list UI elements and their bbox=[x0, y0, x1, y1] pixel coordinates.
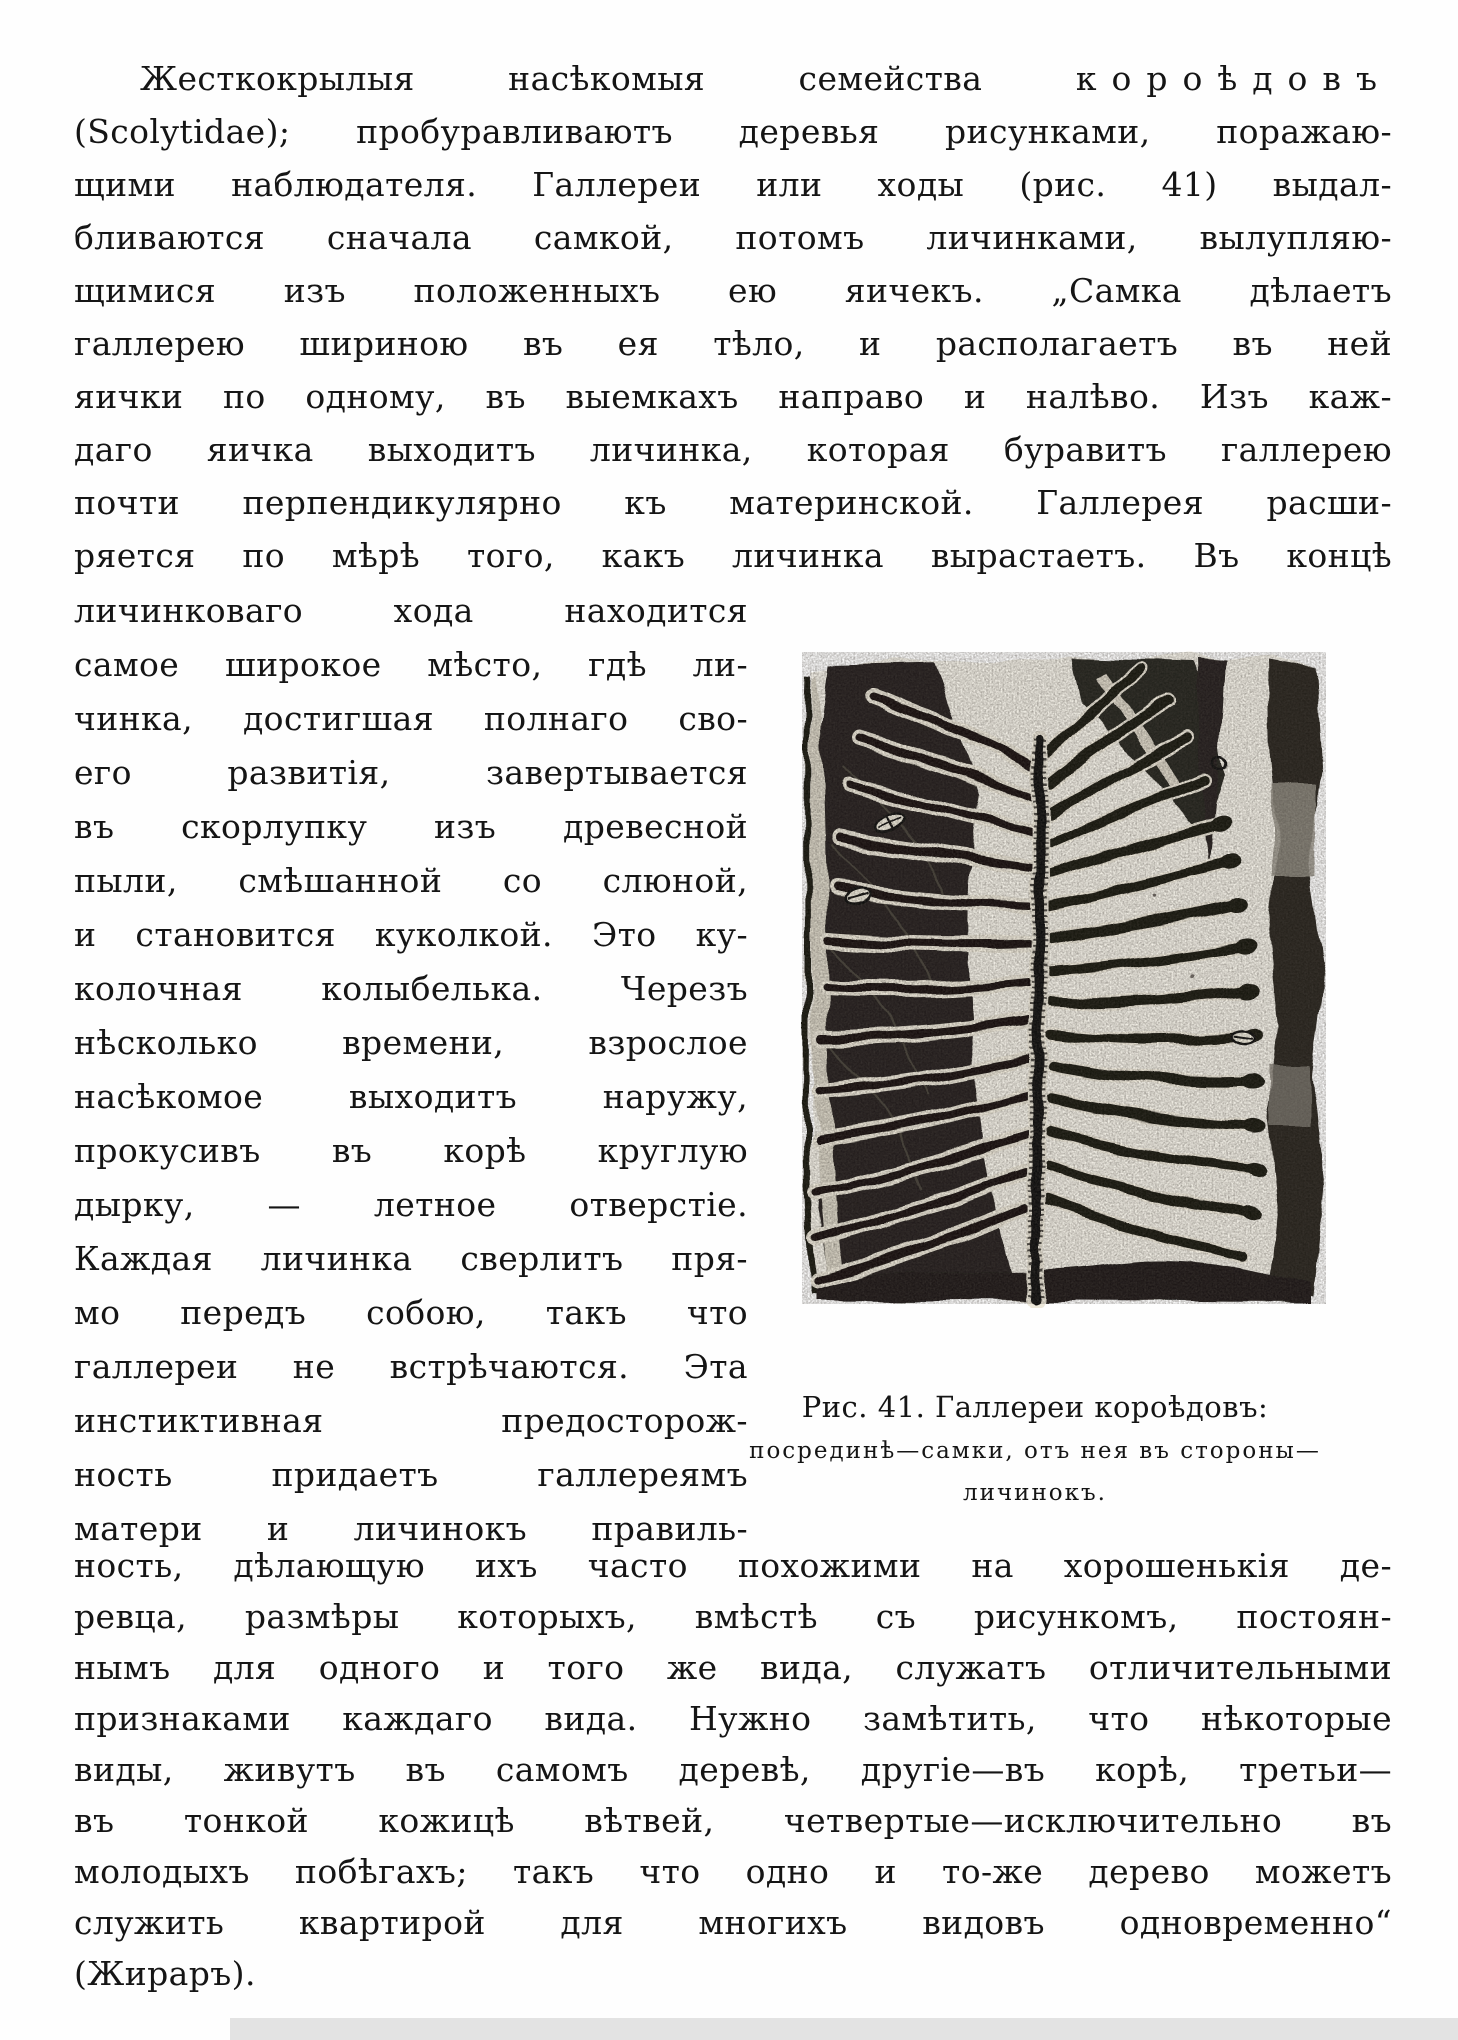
text-line: пыли, смѣшанной со слюной, bbox=[74, 861, 748, 900]
text-line: даго яичка выходитъ личинка, которая буравитъ галлерею bbox=[74, 430, 1392, 469]
text-line: нѣсколько времени, взрослое bbox=[74, 1023, 748, 1062]
text-line: нымъ для одного и того же вида, служатъ отличительными bbox=[74, 1648, 1392, 1687]
emphasized-word: короѣдовъ bbox=[1075, 59, 1392, 98]
text-line: матери и личинокъ правиль- bbox=[74, 1509, 748, 1548]
bark-beetle-galleries-illustration bbox=[772, 646, 1332, 1308]
text-line: личинковаго хода находится bbox=[74, 591, 748, 630]
figure-caption-line2: посрединѣ—самки, отъ нея въ стороны— bbox=[749, 1438, 1321, 1464]
text-line: почти перпендикулярно къ материнской. Галлерея расши- bbox=[74, 483, 1392, 522]
text-line: колочная колыбелька. Черезъ bbox=[74, 969, 748, 1008]
text-line: чинка, достигшая полнаго сво- bbox=[74, 699, 748, 738]
scan-artifact-strip bbox=[230, 2018, 1458, 2040]
text-line: и становится куколкой. Это ку- bbox=[74, 915, 748, 954]
closing-paragraph bbox=[74, 1540, 1392, 1999]
text-line: признаками каждаго вида. Нужно замѣтить, что нѣкоторые bbox=[74, 1699, 1392, 1738]
text-line: яички по одному, въ выемкахъ направо и налѣво. Изъ каж- bbox=[74, 377, 1392, 416]
text-line: самое широкое мѣсто, гдѣ ли- bbox=[74, 645, 748, 684]
text-line: галлереи не встрѣчаются. Эта bbox=[74, 1347, 748, 1386]
text-line: бливаются сначала самкой, потомъ личинками, вылупляю- bbox=[74, 218, 1392, 257]
figure-caption bbox=[690, 1384, 1380, 1514]
text-line: инстиктивная предосторож- bbox=[74, 1401, 748, 1440]
text-line: (Жираръ). bbox=[74, 1954, 256, 1993]
text-line: щимися изъ положенныхъ ею яичекъ. „Самка дѣлаетъ bbox=[74, 271, 1392, 310]
text-line: молодыхъ побѣгахъ; такъ что одно и то-же дерево можетъ bbox=[74, 1852, 1392, 1891]
text-line: ность, дѣлающую ихъ часто похожими на хорошенькія де- bbox=[74, 1546, 1392, 1585]
text-line: Каждая личинка сверлитъ пря- bbox=[74, 1239, 748, 1278]
text-line: (Scolytidae); пробуравливаютъ деревья рисунками, поражаю- bbox=[74, 112, 1392, 151]
text-line: въ скорлупку изъ древесной bbox=[74, 807, 748, 846]
text-line: галлерею шириною въ ея тѣло, и располагаетъ въ ней bbox=[74, 324, 1392, 363]
figure-caption-title: Рис. 41. Галлереи короѣдовъ: bbox=[801, 1390, 1269, 1424]
left-column-paragraph bbox=[74, 584, 748, 1556]
text-line: дырку, — летное отверстіе. bbox=[74, 1185, 748, 1224]
text-line: виды, живутъ въ самомъ деревѣ, другіе—въ корѣ, третьи— bbox=[74, 1750, 1392, 1789]
text-line: прокусивъ въ корѣ круглую bbox=[74, 1131, 748, 1170]
engraving-grain-texture bbox=[802, 652, 1326, 1304]
text-line: ность придаетъ галлереямъ bbox=[74, 1455, 748, 1494]
figure-41 bbox=[772, 646, 1332, 1308]
text-line: служить квартирой для многихъ видовъ одновременно“ bbox=[74, 1903, 1392, 1942]
text-line: щими наблюдателя. Галлереи или ходы (рис. 41) выдал- bbox=[74, 165, 1392, 204]
text-line: ревца, размѣры которыхъ, вмѣстѣ съ рисункомъ, постоян- bbox=[74, 1597, 1392, 1636]
text-line: ряется по мѣрѣ того, какъ личинка вырастаетъ. Въ концѣ bbox=[74, 536, 1392, 575]
text-segment: Жесткокрылыя насѣкомыя семейства bbox=[140, 59, 983, 98]
text-line bbox=[74, 52, 1392, 105]
figure-caption-line3: личинокъ. bbox=[963, 1480, 1107, 1506]
text-line: его развитія, завертывается bbox=[74, 753, 748, 792]
text-line: насѣкомое выходитъ наружу, bbox=[74, 1077, 748, 1116]
text-line: мо передъ собою, такъ что bbox=[74, 1293, 748, 1332]
text-line: въ тонкой кожицѣ вѣтвей, четвертые—исключительно въ bbox=[74, 1801, 1392, 1840]
intro-paragraph bbox=[74, 52, 1392, 582]
